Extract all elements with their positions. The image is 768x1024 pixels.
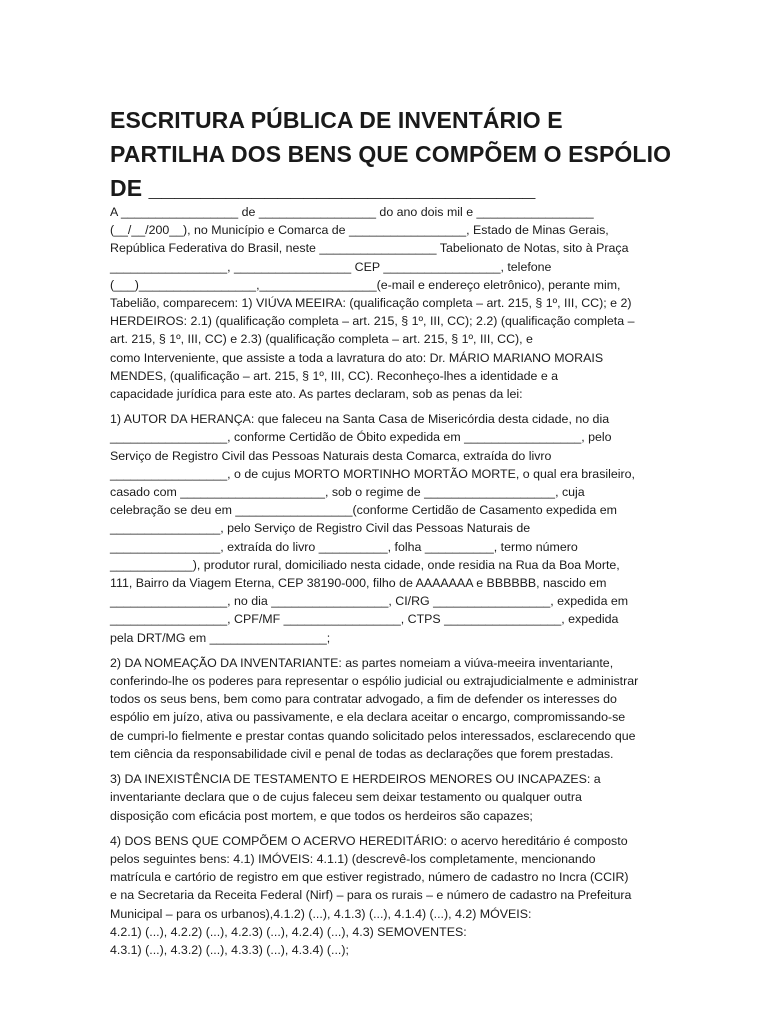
text-line: capacidade jurídica para este ato. As partes declaram, sob as penas da lei: <box>110 387 523 402</box>
text-line: pela DRT/MG em _________________; <box>110 630 331 645</box>
text-line: conferindo-lhe os poderes para representar o espólio judicial ou extrajudicialmente e administrar <box>110 674 639 689</box>
text-line: HERDEIROS: 2.1) (qualificação completa – art. 215, § 1º, III, CC); 2.2) (qualificação completa – <box>110 314 635 329</box>
text-line: 1) AUTOR DA HERANÇA: que faleceu na Santa Casa de Misericórdia desta cidade, no dia <box>110 412 610 427</box>
text-line: (___)_________________,_________________(e-mail e endereço eletrônico), perante mim, <box>110 277 621 292</box>
section-2-nomeacao <box>110 654 670 763</box>
text-line: Municipal – para os urbanos),4.1.2) (...), 4.1.3) (...), 4.1.4) (...), 4.2) MÓVEIS: <box>110 906 532 921</box>
text-line: ________________, extraída do livro __________, folha __________, termo número <box>110 539 578 554</box>
text-line: inventariante declara que o de cujus faleceu sem deixar testamento ou qualquer outra <box>110 790 582 805</box>
text-line: _________________, o de cujus MORTO MORTINHO MORTÃO MORTE, o qual era brasileiro, <box>110 466 636 481</box>
section-4-bens <box>110 832 670 959</box>
text-line: Serviço de Registro Civil das Pessoas Naturais desta Comarca, extraída do livro <box>110 448 552 463</box>
text-line: matrícula e cartório de registro em que estiver registrado, número de cadastro no Incra (CCIR) <box>110 870 629 885</box>
text-line: como Interveniente, que assiste a toda a lavratura do ato: Dr. MÁRIO MARIANO MORAIS <box>110 350 604 365</box>
text-line: 4) DOS BENS QUE COMPÕEM O ACERVO HEREDITÁRIO: o acervo hereditário é composto <box>110 833 628 848</box>
text-line: celebração se deu em _________________(conforme Certidão de Casamento expedida em <box>110 503 617 518</box>
text-line: _________________, no dia _________________, CI/RG _________________, expedida em <box>110 594 629 609</box>
section-3-inexistencia-testamento <box>110 770 670 825</box>
document-title <box>110 103 670 205</box>
text-line: de cumpri-lo fielmente e prestar contas quando solicitado pelos interessados, esclarecendo que <box>110 728 636 743</box>
text-line: art. 215, § 1º, III, CC) e 2.3) (qualificação completa – art. 215, § 1º, III, CC), e <box>110 332 533 347</box>
text-line: pelos seguintes bens: 4.1) IMÓVEIS: 4.1.1) (descrevê-los completamente, mencionando <box>110 851 596 866</box>
document-body <box>110 203 670 966</box>
text-line: _________________, CPF/MF _________________, CTPS _________________, expedida <box>110 612 619 627</box>
text-line: _________________, conforme Certidão de Óbito expedida em _________________, pelo <box>110 430 612 445</box>
opening-paragraph <box>110 203 670 403</box>
section-1-autor-heranca <box>110 410 670 647</box>
text-line: tem ciência da responsabilidade civil e penal de todas as declarações que forem prestadas. <box>110 746 614 761</box>
text-line: 4.2.1) (...), 4.2.2) (...), 4.2.3) (...), 4.2.4) (...), 4.3) SEMOVENTES: <box>110 924 467 939</box>
text-line: _________________, _________________ CEP _________________, telefone <box>110 259 552 274</box>
text-line: República Federativa do Brasil, neste _________________ Tabelionato de Notas, sito à Praça <box>110 241 629 256</box>
title-line: DE ______________________________ <box>110 175 536 201</box>
title-line: ESCRITURA PÚBLICA DE INVENTÁRIO E <box>110 107 563 133</box>
text-line: e na Secretaria da Receita Federal (Nirf) – para os rurais – e número de cadastro na Prefeitura <box>110 888 632 903</box>
text-line: casado com _____________________, sob o regime de ___________________, cuja <box>110 485 585 500</box>
text-line: todos os seus bens, bem como para contratar advogado, a fim de defender os interesses do <box>110 692 617 707</box>
text-line: Tabelião, comparecem: 1) VIÚVA MEEIRA: (qualificação completa – art. 215, § 1º, III, CC); e 2) <box>110 296 632 311</box>
text-line: 2) DA NOMEAÇÃO DA INVENTARIANTE: as partes nomeiam a viúva-meeira inventariante, <box>110 655 614 670</box>
text-line: (__/__/200__), no Município e Comarca de _________________, Estado de Minas Gerais, <box>110 223 609 238</box>
text-line: ____________), produtor rural, domiciliado nesta cidade, onde residia na Rua da Boa Morte, <box>110 557 620 572</box>
text-line: A _________________ de _________________ do ano dois mil e _________________ <box>110 205 594 219</box>
text-line: MENDES, (qualificação – art. 215, § 1º, III, CC). Reconheço-lhes a identidade e a <box>110 368 559 383</box>
text-line: 111, Bairro da Viagem Eterna, CEP 38190-000, filho de AAAAAAA e BBBBBB, nascido em <box>110 576 607 591</box>
text-line: 3) DA INEXISTÊNCIA DE TESTAMENTO E HERDEIROS MENORES OU INCAPAZES: a <box>110 772 601 787</box>
text-line: disposição com eficácia post mortem, e que todos os herdeiros são capazes; <box>110 808 533 823</box>
text-line: 4.3.1) (...), 4.3.2) (...), 4.3.3) (...), 4.3.4) (...); <box>110 942 349 957</box>
text-line: ________________, pelo Serviço de Registro Civil das Pessoas Naturais de <box>110 521 531 536</box>
title-line: PARTILHA DOS BENS QUE COMPÕEM O ESPÓLIO <box>110 141 672 167</box>
text-line: espólio em juízo, ativa ou passivamente, e ela declara aceitar o encargo, compromissando-se <box>110 710 626 725</box>
